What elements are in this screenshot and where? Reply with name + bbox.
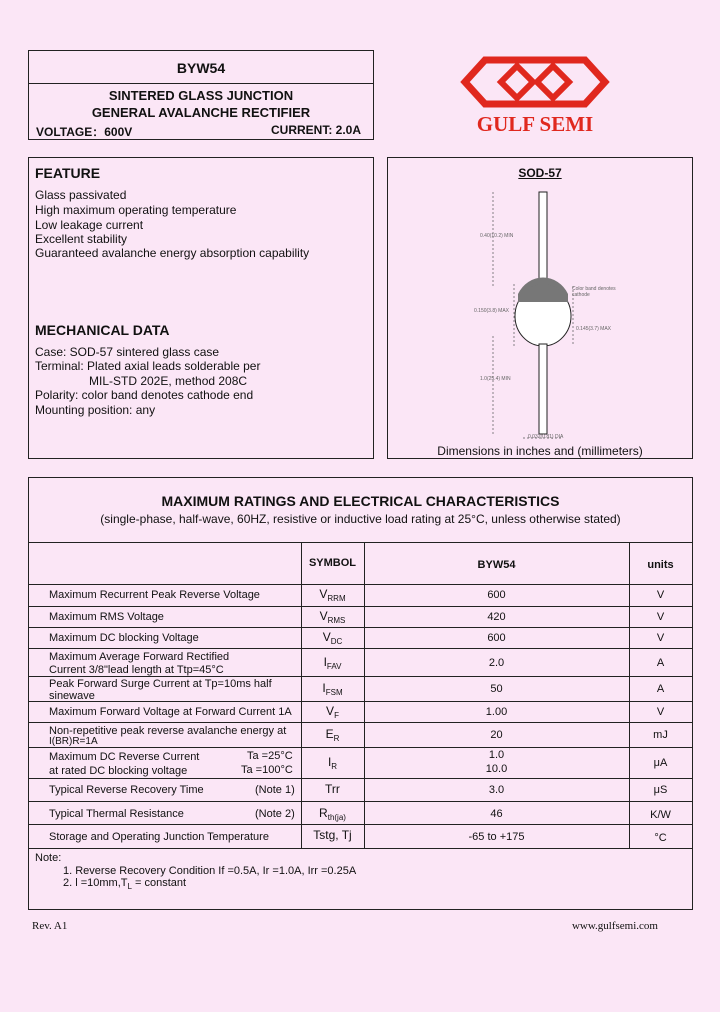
dim-body-dia: 0.150(3.8) MAX xyxy=(474,308,510,314)
mechanical-line: Mounting position: any xyxy=(35,403,156,417)
package-caption: Dimensions in inches and (millimeters) xyxy=(437,444,643,458)
param-label: Maximum Average Forward Rectified xyxy=(49,651,230,663)
mechanical-heading: MECHANICAL DATA xyxy=(35,322,170,338)
feature-heading: FEATURE xyxy=(35,165,101,181)
package-outline-drawing xyxy=(448,186,648,448)
note-ref: (Note 2) xyxy=(255,808,295,820)
symbol-main: V xyxy=(326,704,335,718)
symbol-main: I xyxy=(322,681,326,695)
col-header-symbol: SYMBOL xyxy=(308,557,357,569)
part-number: BYW54 xyxy=(176,60,226,76)
value-2: 10.0 xyxy=(485,763,508,775)
value: 2.0 xyxy=(488,657,505,669)
unit: V xyxy=(656,611,665,623)
ratings-title: MAXIMUM RATINGS AND ELECTRICAL CHARACTERISTICS xyxy=(161,493,560,509)
symbol-main: I xyxy=(327,755,332,769)
symbol-sub: F xyxy=(334,711,339,720)
value: 50 xyxy=(490,683,503,695)
note-2-end: = constant xyxy=(131,877,187,889)
symbol xyxy=(301,588,364,605)
param-label: Maximum DC blocking Voltage xyxy=(49,632,199,644)
param-label: Typical Thermal Resistance xyxy=(49,808,184,820)
unit: K/W xyxy=(650,809,671,821)
unit: A xyxy=(656,657,665,669)
symbol-sub: RMS xyxy=(327,616,346,625)
symbol-sub: DC xyxy=(330,637,343,646)
symbol-main: R xyxy=(319,806,328,820)
param-label: Maximum Forward Voltage at Forward Current 1A xyxy=(49,706,292,718)
feature-item: Glass passivated xyxy=(35,188,127,202)
voltage-rating: VOLTAGE：600V xyxy=(36,125,133,139)
ratings-subtitle: (single-phase, half-wave, 60HZ, resistive or inductive load rating at 25°C, unless otherwise stated) xyxy=(100,512,621,526)
unit: μA xyxy=(653,757,668,769)
revision: Rev. A1 xyxy=(32,920,68,932)
symbol xyxy=(301,807,364,824)
website-url[interactable]: www.gulfsemi.com xyxy=(571,920,658,932)
symbol xyxy=(301,728,364,745)
mechanical-line: MIL-STD 202E, method 208C xyxy=(89,374,248,388)
package-name: SOD-57 xyxy=(518,166,562,180)
dim-body-len: 0.145(3.7) MAX xyxy=(576,326,612,332)
feature-box xyxy=(28,157,374,459)
param-label: Non-repetitive peak reverse avalanche energy at xyxy=(49,725,287,737)
title-line1: SINTERED GLASS JUNCTION xyxy=(108,88,294,103)
unit: V xyxy=(656,632,665,644)
symbol-sub: R xyxy=(333,734,340,743)
symbol-sub: RRM xyxy=(327,594,346,603)
symbol xyxy=(301,631,364,648)
param-label-2: Current 3/8"lead length at Ttp=45°C xyxy=(49,664,224,676)
value: 1.00 xyxy=(485,706,508,718)
symbol-sub: FSM xyxy=(325,688,343,697)
symbol xyxy=(301,682,364,699)
value: 3.0 xyxy=(488,784,505,796)
symbol: Tstg, Tj xyxy=(313,828,352,842)
symbol xyxy=(301,610,364,627)
note-2-text: 2. l =10mm,T xyxy=(63,877,128,889)
symbol xyxy=(301,656,364,673)
col-header-part: BYW54 xyxy=(477,559,516,571)
dim-lead-length2: 1.0(25.4) MIN xyxy=(480,376,511,382)
logo-mark-icon xyxy=(455,52,615,112)
unit: A xyxy=(656,683,665,695)
unit: mJ xyxy=(653,729,668,741)
ratings-table xyxy=(28,477,693,910)
current-rating: CURRENT: 2.0A xyxy=(270,123,361,137)
symbol-main: E xyxy=(325,727,334,741)
param-label: Peak Forward Surge Current at Tp=10ms half xyxy=(49,678,272,690)
logo-text: GULF SEMI xyxy=(476,112,594,136)
param-label: Typical Reverse Recovery Time xyxy=(49,784,204,796)
value: 46 xyxy=(490,808,503,820)
feature-item: High maximum operating temperature xyxy=(35,203,237,217)
mechanical-line: Case: SOD-57 sintered glass case xyxy=(35,345,220,359)
param-label-2: I(BR)R=1A xyxy=(49,736,98,747)
unit: °C xyxy=(654,832,667,844)
dim-lead-length: 0.40(10.2) MIN xyxy=(480,233,514,239)
notes-heading: Note: xyxy=(35,852,62,864)
param-label-2: sinewave xyxy=(49,690,95,702)
condition-2: Ta =100°C xyxy=(241,764,293,776)
dim-lead-dia: 0.032(0.81) DIA xyxy=(528,434,564,440)
value: -65 to +175 xyxy=(468,831,525,843)
feature-item: Guaranteed avalanche energy absorption capability xyxy=(35,246,310,260)
symbol-main: V xyxy=(322,630,331,644)
company-logo xyxy=(455,52,615,142)
value: 600 xyxy=(487,632,506,644)
symbol-main: V xyxy=(319,609,328,623)
value: 600 xyxy=(487,589,506,601)
value: 420 xyxy=(487,611,506,623)
header-box xyxy=(28,50,374,140)
symbol-sub: FAV xyxy=(326,662,342,671)
note-2 xyxy=(63,877,186,893)
mechanical-line: Polarity: color band denotes cathode end xyxy=(35,388,254,402)
symbol xyxy=(301,756,364,773)
title-line2: GENERAL AVALANCHE RECTIFIER xyxy=(91,105,311,120)
symbol-sub: th(ja) xyxy=(327,813,346,822)
note-2-sub: L xyxy=(127,882,132,891)
note-ref: (Note 1) xyxy=(255,784,295,796)
symbol-main: I xyxy=(323,655,327,669)
param-label: Storage and Operating Junction Temperature xyxy=(49,831,269,843)
param-label: Maximum RMS Voltage xyxy=(49,611,164,623)
note-1: 1. Reverse Recovery Condition If =0.5A, Ir =1.0A, Irr =0.25A xyxy=(63,865,357,877)
unit: μS xyxy=(653,784,668,796)
package-box xyxy=(387,157,693,459)
unit: V xyxy=(656,706,665,718)
param-label: Maximum Recurrent Peak Reverse Voltage xyxy=(49,589,260,601)
condition: Ta =25°C xyxy=(247,750,293,762)
symbol: Trr xyxy=(325,782,340,796)
param-label-2: at rated DC blocking voltage xyxy=(49,765,188,777)
value: 1.0 xyxy=(488,749,505,761)
mechanical-line: Terminal: Plated axial leads solderable per xyxy=(35,359,261,373)
feature-item: Low leakage current xyxy=(35,218,144,232)
feature-item: Excellent stability xyxy=(35,232,128,246)
symbol-main: V xyxy=(319,587,328,601)
value: 20 xyxy=(490,729,503,741)
unit: V xyxy=(656,589,665,601)
symbol xyxy=(301,705,364,722)
col-header-units: units xyxy=(647,559,674,571)
band-label: Color band denotes cathode xyxy=(572,286,616,298)
param-label: Maximum DC Reverse Current xyxy=(49,751,200,763)
symbol-sub: R xyxy=(331,762,338,771)
